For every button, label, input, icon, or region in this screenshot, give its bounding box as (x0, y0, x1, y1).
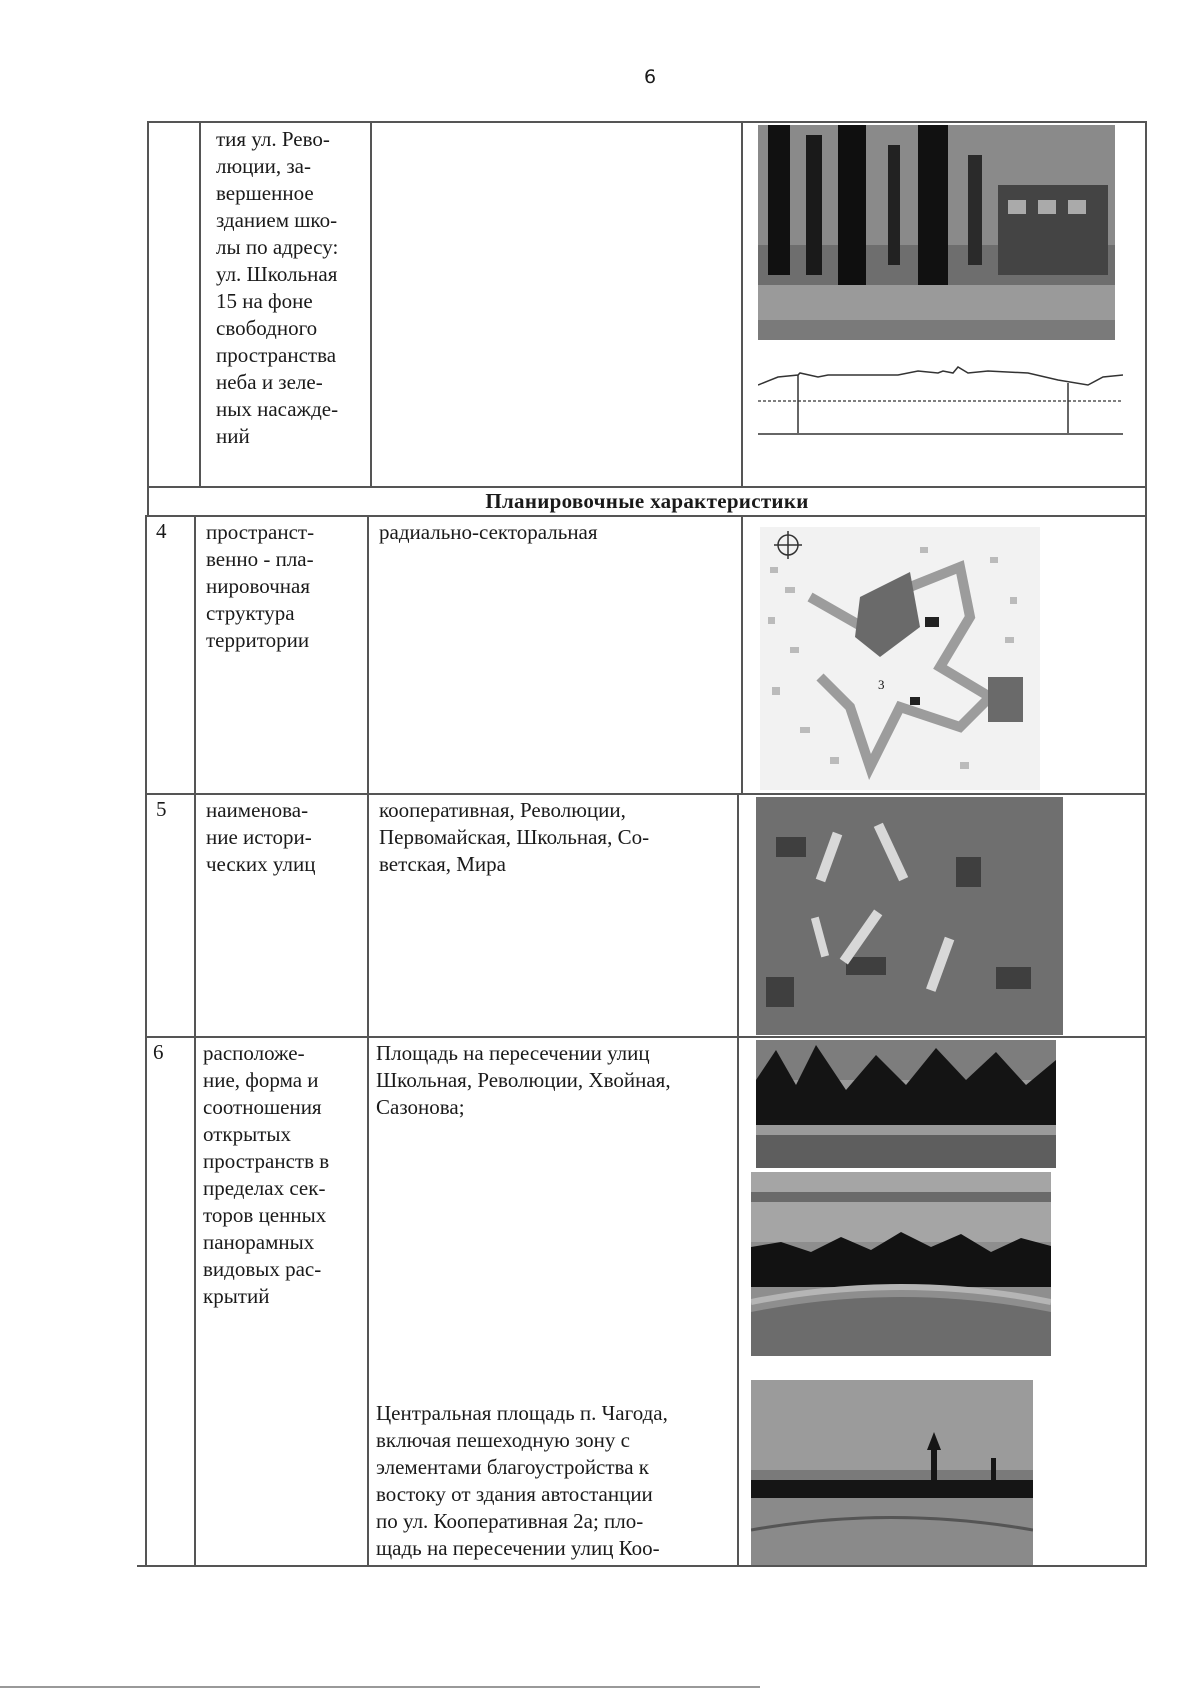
col-divider (194, 515, 196, 1565)
table-border-bottom (137, 1565, 1147, 1567)
row-6-number: 6 (153, 1040, 164, 1064)
school-street-photo (758, 125, 1115, 340)
planning-structure-map (760, 527, 1040, 790)
col-divider (741, 515, 743, 793)
page-number: 6 (643, 66, 657, 88)
col-divider (147, 121, 149, 515)
section-heading: Планировочные характеристики (485, 489, 809, 513)
col-divider (1145, 121, 1147, 1565)
row-6-name: расположе- ние, форма и соотношения открытых пространств в пределах сек- торов ценных панорамных видовых рас- крытий (203, 1041, 330, 1308)
row-5-value: кооперативная, Революции, Первомайская, Школьная, Со- ветская, Мира (379, 798, 650, 876)
map-marker-label: 3 (878, 677, 885, 692)
col-divider (370, 121, 372, 486)
row-4-value: радиально-секторальная (379, 520, 598, 544)
col-divider (145, 515, 147, 1565)
row-4-number: 4 (156, 519, 167, 543)
historic-streets-aerial-image (756, 797, 1063, 1035)
historic-streets-aerial (756, 797, 1063, 1035)
row-divider (147, 486, 1147, 488)
row-6-value: Площадь на пересечении улиц Школьная, Революции, Хвойная, Сазонова; (376, 1041, 671, 1119)
col-divider (367, 515, 369, 1565)
school-street-photo-image (758, 125, 1115, 340)
row-divider (147, 1036, 1147, 1038)
row-divider (147, 793, 1147, 795)
square-photo-1 (756, 1040, 1056, 1168)
col-divider (737, 793, 739, 1565)
row-5-name: наименова- ние истори- ческих улиц (206, 798, 316, 876)
row-1-name: тия ул. Рево- люции, за- вершенное зданием шко- лы по адресу: ул. Школьная 15 на фоне свободного пространства неба и зеле- ных насажде- ний (216, 127, 339, 448)
col-divider (741, 121, 743, 486)
panorama-silhouette (758, 355, 1123, 435)
square-photo-1-image (756, 1040, 1056, 1168)
row-5-number: 5 (156, 797, 167, 821)
row-6-value-continued: Центральная площадь п. Чагода, включая пешеходную зону с элементами благоустройства к востоку от здания автостанции по ул. Кооперативная 2а; пло- щадь на пересечении улиц Коо- (376, 1401, 668, 1560)
col-divider (199, 121, 201, 486)
bottom-rule (0, 1686, 760, 1688)
square-photo-2-image (751, 1172, 1051, 1356)
square-photo-2 (751, 1172, 1051, 1356)
row-divider (147, 515, 1147, 517)
square-photo-3 (751, 1380, 1033, 1565)
square-photo-3-image (751, 1380, 1033, 1565)
table-border-top (147, 121, 1147, 123)
planning-structure-map-image (760, 527, 1040, 790)
row-4-name: пространст- венно - пла- нировочная структура территории (206, 520, 315, 652)
